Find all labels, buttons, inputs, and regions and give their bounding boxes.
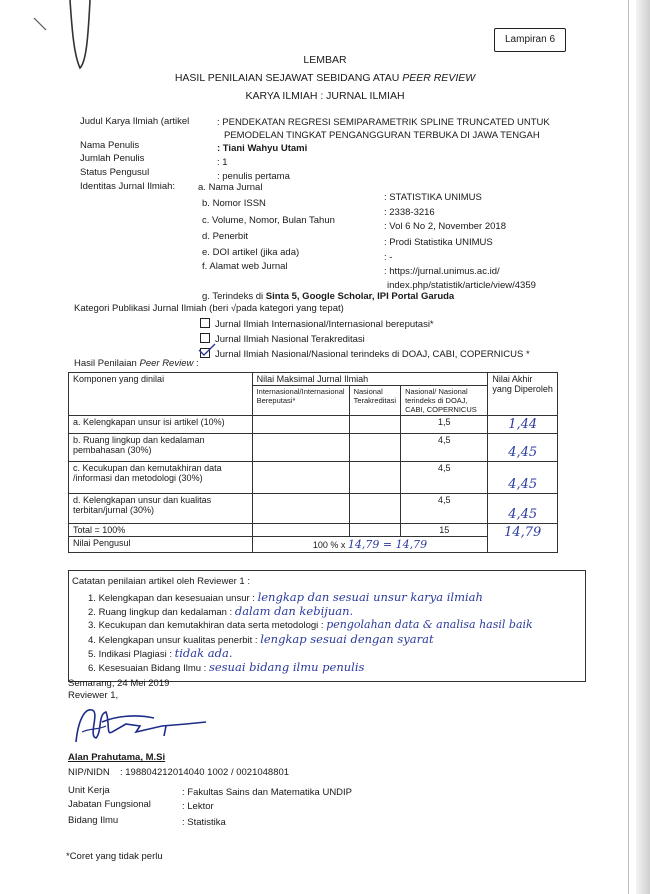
- title-lembar: LEMBAR: [303, 54, 347, 66]
- bidang-value: : Statistika: [182, 817, 226, 828]
- unit-label: Unit Kerja: [68, 785, 110, 796]
- row-max: 4,5: [401, 434, 488, 462]
- list-item: 1. Kelengkapan dan kesesuaian unsur : lengkap dan sesuai unsur karya ilmiah: [88, 590, 483, 604]
- identitas-f-value: : https://jurnal.unimus.ac.id/: [384, 266, 500, 277]
- header-nasional: Nasional Terakreditasi: [349, 386, 401, 416]
- web-continuation: index.php/statistik/article/view/4359: [387, 280, 536, 291]
- scan-mark-icon: [28, 0, 108, 80]
- identitas-d-value: : Prodi Statistika UNIMUS: [384, 237, 493, 248]
- identitas-c: c. Volume, Nomor, Bulan Tahun: [202, 215, 335, 226]
- list-item: 4. Kelengkapan unsur kualitas penerbit : lengkap sesuai dengan syarat: [88, 632, 434, 646]
- reviewer-name: Alan Prahutama, M.Si: [68, 752, 166, 763]
- nip-value: : 198804212014040 1002 / 0021048801: [120, 767, 290, 778]
- footnote: *Coret yang tidak perlu: [66, 851, 163, 862]
- nama-value: : Tiani Wahyu Utami: [217, 143, 308, 154]
- row-label: d. Kelengkapan unsur dan kualitas terbitan/jurnal (30%): [69, 494, 253, 524]
- judul-value-2: PEMODELAN TINGKAT PENGANGGURAN TERBUKA DI JAWA TENGAH: [224, 130, 540, 141]
- table-pengusul-row: [69, 537, 558, 553]
- checkbox-icon[interactable]: [200, 333, 210, 343]
- list-item: 3. Kecukupan dan kemutakhiran data serta metodologi : pengolahan data & analisa hasil baik: [88, 618, 533, 631]
- unit-value: : Fakultas Sains dan Matematika UNDIP: [182, 787, 353, 798]
- row-max: 4,5: [401, 494, 488, 524]
- identitas-a: a. Nama Jurnal: [198, 182, 263, 193]
- page-edge-shadow: [636, 0, 650, 894]
- nip-label: NIP/NIDN: [68, 767, 110, 778]
- page-edge-line: [628, 0, 629, 894]
- header-nilai-maks: Nilai Maksimal Jurnal Ilmiah: [252, 373, 488, 386]
- jabatan-value: : Lektor: [182, 801, 214, 812]
- row-label: c. Kecukupan dan kemutakhiran data /informasi dan metodologi (30%): [69, 462, 253, 494]
- identitas-f: f. Alamat web Jurnal: [202, 261, 288, 272]
- header-komponen: Komponen yang dinilai: [69, 373, 253, 416]
- kategori-option-1[interactable]: Jurnal Ilmiah Internasional/Internasional bereputasi*: [200, 318, 434, 330]
- total-max: 15: [401, 524, 488, 537]
- pengusul-formula: 100 % x 14,79 = 14,79: [252, 537, 488, 553]
- identitas-g: g. Terindeks di Sinta 5, Google Scholar, IPI Portal Garuda: [202, 291, 455, 302]
- row-max: 4,5: [401, 462, 488, 494]
- title-hasil-text: HASIL PENILAIAN SEJAWAT SEBIDANG ATAU: [174, 72, 403, 84]
- row-score: 1,44: [488, 416, 558, 434]
- identitas-e-value: : -: [384, 252, 393, 263]
- catatan-title: Catatan penilaian artikel oleh Reviewer 1 :: [72, 576, 250, 587]
- penilaian-table: [68, 372, 558, 553]
- row-score: 4,45: [488, 494, 558, 524]
- table-total-row: [69, 524, 558, 537]
- row-max: 1,5: [401, 416, 488, 434]
- header-nilai-akhir: Nilai Akhir yang Diperoleh: [488, 373, 558, 416]
- judul-value-1: : PENDEKATAN REGRESI SEMIPARAMETRIK SPLINE TRUNCATED UNTUK: [217, 117, 550, 128]
- identitas-d: d. Penerbit: [202, 231, 248, 242]
- list-item: 2. Ruang lingkup dan kedalaman : dalam dan kebijuan.: [88, 604, 354, 618]
- kategori-option-3[interactable]: Jurnal Ilmiah Nasional/Nasional terindeks di DOAJ, CABI, COPERNICUS *: [200, 348, 530, 360]
- jabatan-label: Jabatan Fungsional: [68, 799, 151, 810]
- title-hasil-italic: PEER REVIEW: [402, 72, 476, 84]
- table-row: [69, 494, 558, 524]
- table-row: [69, 434, 558, 462]
- title-hasil: [0, 72, 650, 84]
- identitas-b-value: : 2338-3216: [384, 207, 435, 218]
- table-header-row: [69, 373, 558, 386]
- identitas-a-value: : STATISTIKA UNIMUS: [384, 192, 482, 203]
- list-item: 6. Kesesuaian Bidang Ilmu : sesuai bidang ilmu penulis: [88, 660, 365, 674]
- jumlah-label: Jumlah Penulis: [80, 153, 145, 164]
- header-internasional: Internasional/Internasional Bereputasi*: [252, 386, 349, 416]
- checkbox-icon[interactable]: [200, 318, 210, 328]
- identitas-e: e. DOI artikel (jika ada): [202, 247, 300, 258]
- place-date: Semarang, 24 Mei 2019: [68, 678, 170, 689]
- row-score: 4,45: [488, 462, 558, 494]
- jumlah-value: : 1: [217, 157, 228, 168]
- table-row: [69, 416, 558, 434]
- status-value: : penulis pertama: [217, 171, 290, 182]
- title-karya: KARYA ILMIAH : JURNAL ILMIAH: [245, 90, 405, 102]
- row-score: 4,45: [488, 434, 558, 462]
- nama-label: Nama Penulis: [80, 140, 140, 151]
- total-label: Total = 100%: [69, 524, 253, 537]
- identitas-label: Identitas Jurnal Ilmiah:: [80, 181, 176, 192]
- kategori-label: Kategori Publikasi Jurnal Ilmiah (beri √pada kategori yang tepat): [74, 303, 344, 314]
- table-row: [69, 462, 558, 494]
- status-label: Status Pengusul: [80, 167, 150, 178]
- bidang-label: Bidang Ilmu: [68, 815, 119, 826]
- pengusul-label: Nilai Pengusul: [69, 537, 253, 553]
- header-nasional-terindeks: Nasional/ Nasional terindeks di DOAJ, CABI, COPERNICUS: [401, 386, 488, 416]
- signature-icon: [66, 702, 216, 750]
- total-score: 14,79: [488, 524, 558, 553]
- checked-checkbox-icon[interactable]: [200, 348, 210, 358]
- row-label: b. Ruang lingkup dan kedalaman pembahasan (30%): [69, 434, 253, 462]
- hasil-label: Hasil Penilaian Peer Review :: [74, 358, 199, 369]
- identitas-b: b. Nomor ISSN: [202, 198, 266, 209]
- judul-label: Judul Karya Ilmiah (artikel: [80, 116, 190, 127]
- reviewer-label: Reviewer 1,: [68, 690, 119, 701]
- kategori-option-2[interactable]: Jurnal Ilmiah Nasional Terakreditasi: [200, 333, 365, 345]
- lampiran-box: Lampiran 6: [494, 28, 566, 52]
- identitas-c-value: : Vol 6 No 2, November 2018: [384, 221, 506, 232]
- list-item: 5. Indikasi Plagiasi : tidak ada.: [88, 646, 233, 660]
- row-label: a. Kelengkapan unsur isi artikel (10%): [69, 416, 253, 434]
